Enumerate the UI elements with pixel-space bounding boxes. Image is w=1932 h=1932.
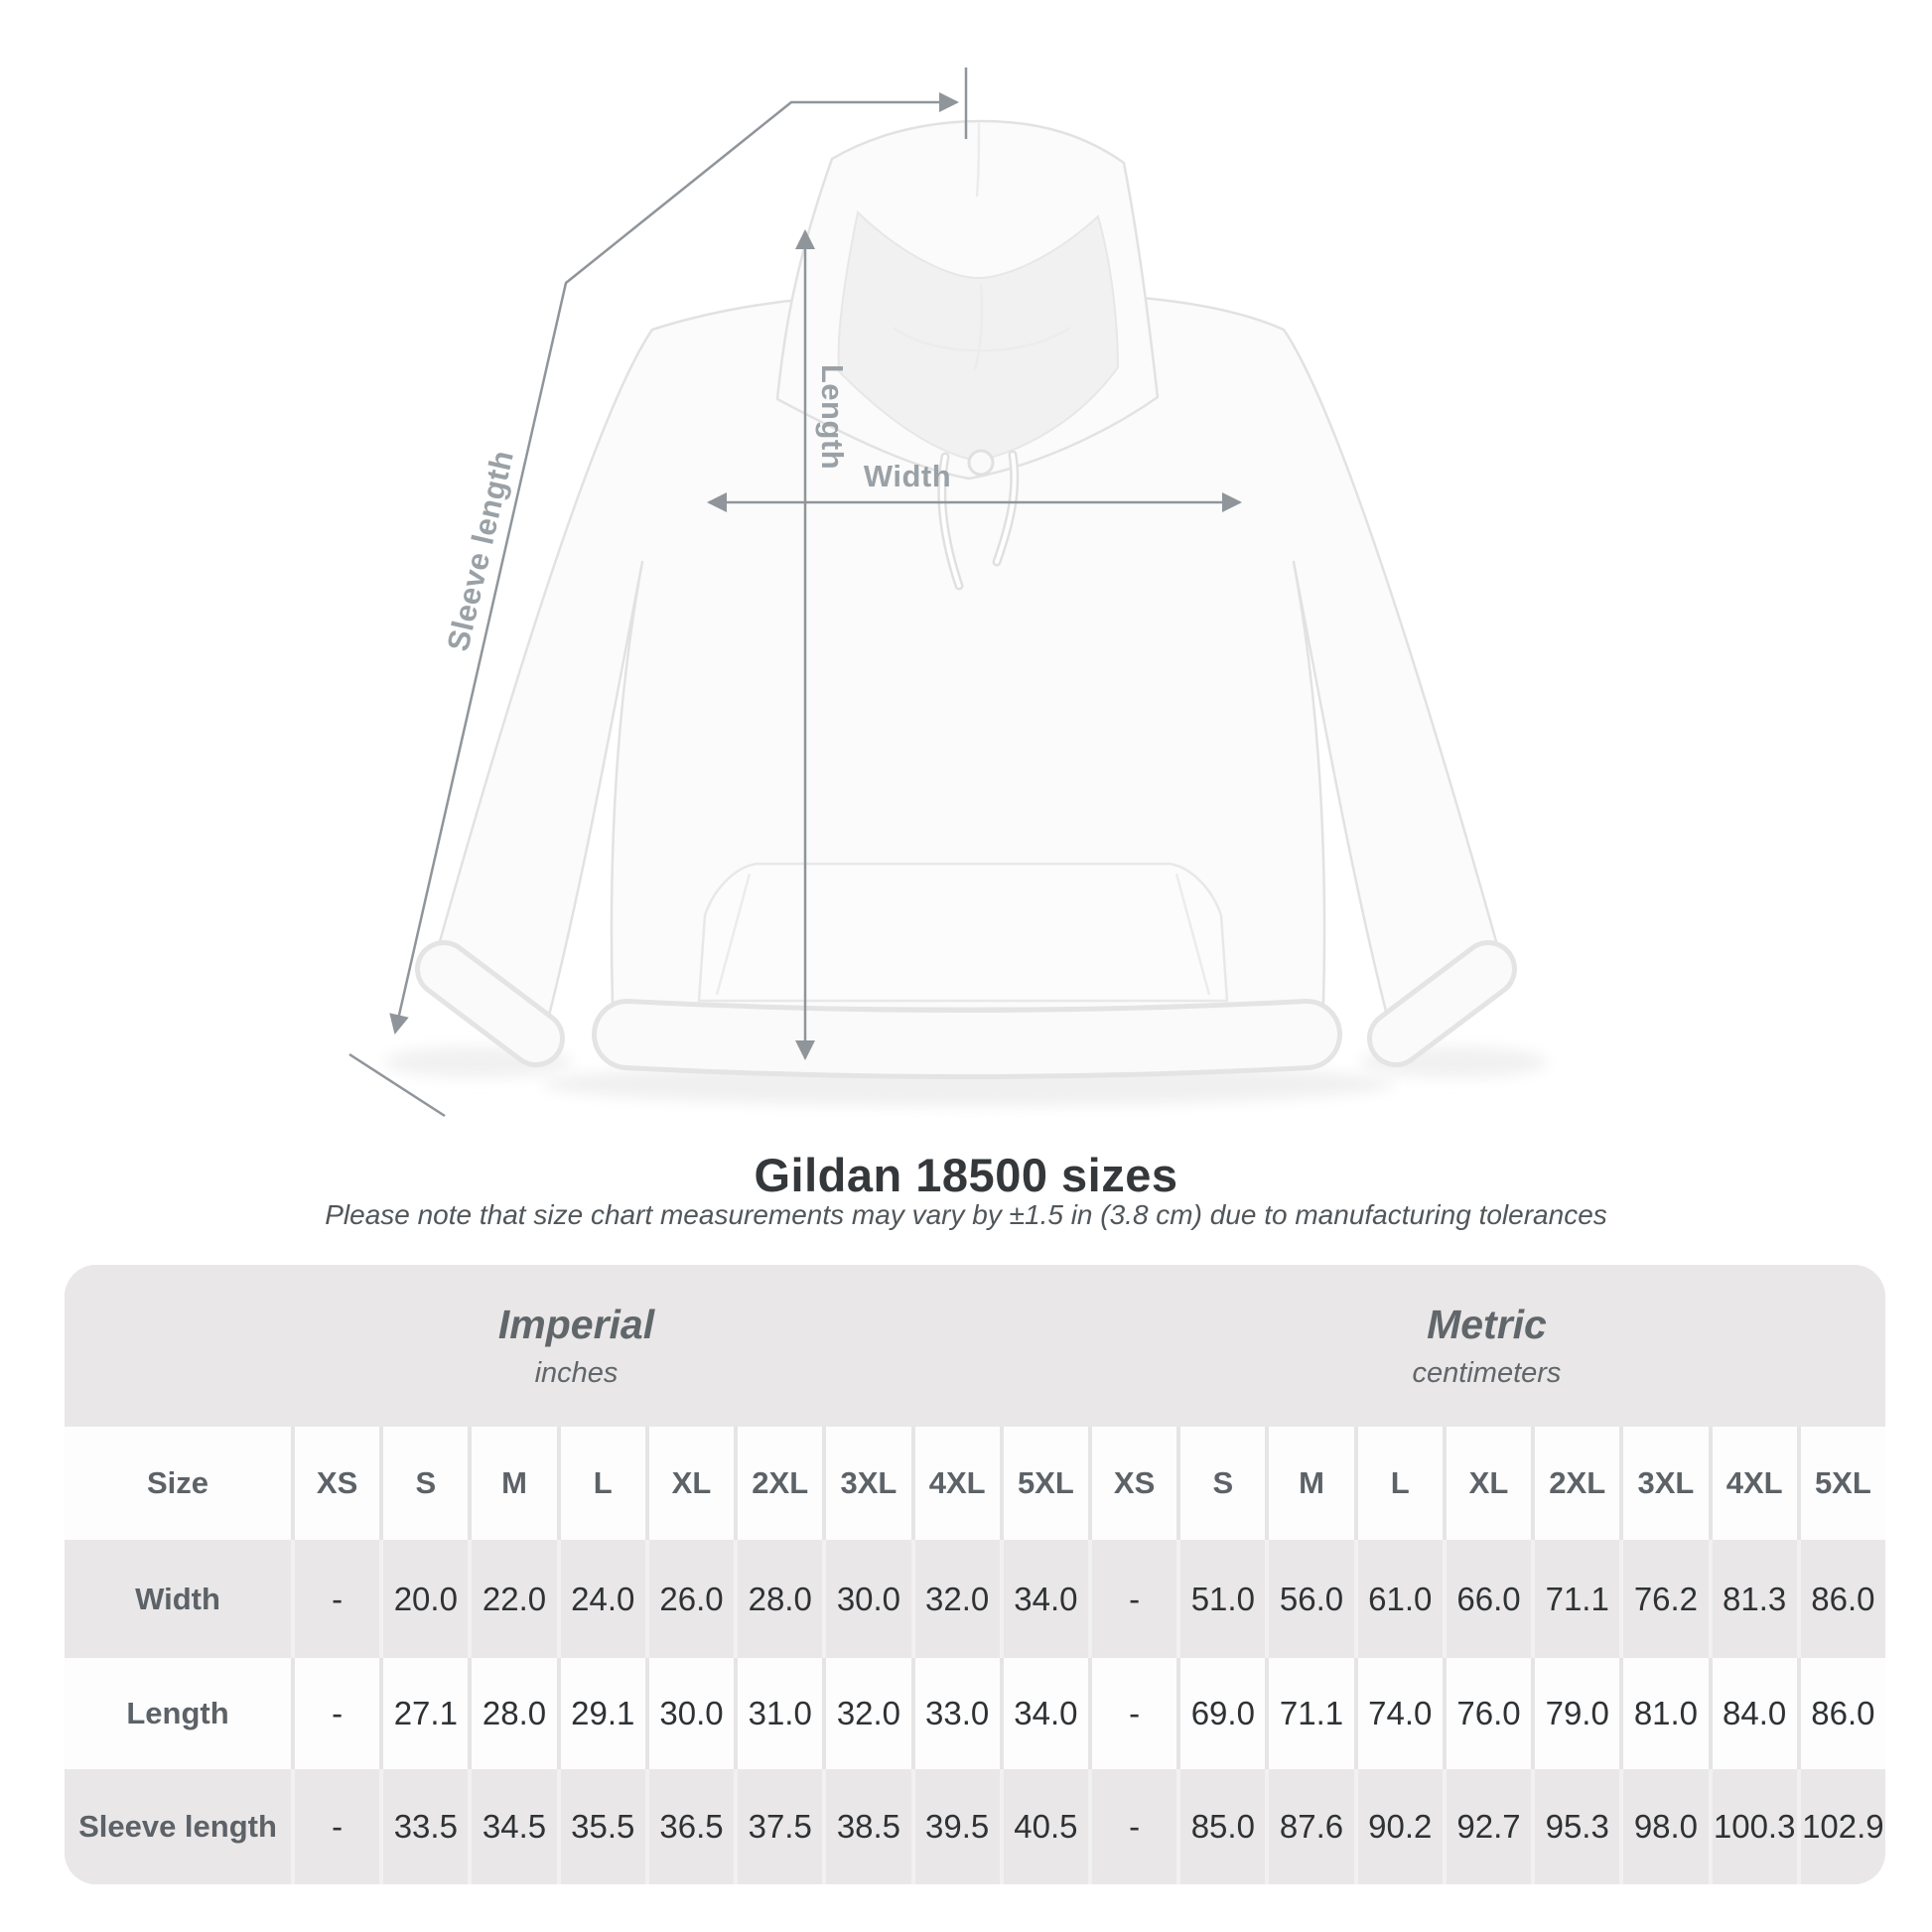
row-label-width: Width bbox=[65, 1540, 291, 1658]
sleeve-metric-m: 87.6 bbox=[1265, 1769, 1353, 1884]
width-imperial-2xl: 28.0 bbox=[734, 1540, 822, 1658]
row-label-sleeve-length: Sleeve length bbox=[65, 1769, 291, 1884]
sleeve-imperial-xs: - bbox=[291, 1769, 379, 1884]
width-dimension-label: Width bbox=[863, 459, 952, 493]
length-metric-s: 69.0 bbox=[1176, 1658, 1265, 1769]
col-header-metric-s: S bbox=[1176, 1427, 1265, 1540]
length-metric-l: 74.0 bbox=[1354, 1658, 1443, 1769]
sleeve-imperial-l: 35.5 bbox=[557, 1769, 645, 1884]
sleeve-imperial-2xl: 37.5 bbox=[734, 1769, 822, 1884]
width-imperial-3xl: 30.0 bbox=[822, 1540, 910, 1658]
col-header-imperial-s: S bbox=[379, 1427, 468, 1540]
width-imperial-xs: - bbox=[291, 1540, 379, 1658]
page-subtitle: Please note that size chart measurements may vary by ±1.5 in (3.8 cm) due to manufacturing tolerances bbox=[325, 1199, 1607, 1230]
col-header-imperial-3xl: 3XL bbox=[822, 1427, 910, 1540]
length-imperial-s: 27.1 bbox=[379, 1658, 468, 1769]
sleeve-metric-xl: 92.7 bbox=[1443, 1769, 1531, 1884]
width-imperial-m: 22.0 bbox=[468, 1540, 556, 1658]
length-imperial-3xl: 32.0 bbox=[822, 1658, 910, 1769]
sleeve-metric-3xl: 98.0 bbox=[1619, 1769, 1708, 1884]
col-header-metric-m: M bbox=[1265, 1427, 1353, 1540]
sleeve-length-dimension-label: Sleeve length bbox=[440, 447, 521, 655]
sleeve-imperial-4xl: 39.5 bbox=[911, 1769, 1000, 1884]
width-metric-s: 51.0 bbox=[1176, 1540, 1265, 1658]
sleeve-imperial-5xl: 40.5 bbox=[1000, 1769, 1088, 1884]
col-header-metric-2xl: 2XL bbox=[1531, 1427, 1619, 1540]
col-header-imperial-xl: XL bbox=[645, 1427, 734, 1540]
length-metric-5xl: 86.0 bbox=[1797, 1658, 1885, 1769]
length-imperial-xs: - bbox=[291, 1658, 379, 1769]
length-imperial-5xl: 34.0 bbox=[1000, 1658, 1088, 1769]
col-header-size: Size bbox=[65, 1427, 291, 1540]
col-header-imperial-4xl: 4XL bbox=[911, 1427, 1000, 1540]
length-metric-4xl: 84.0 bbox=[1709, 1658, 1797, 1769]
sleeve-imperial-xl: 36.5 bbox=[645, 1769, 734, 1884]
length-imperial-m: 28.0 bbox=[468, 1658, 556, 1769]
col-header-imperial-5xl: 5XL bbox=[1000, 1427, 1088, 1540]
sleeve-imperial-3xl: 38.5 bbox=[822, 1769, 910, 1884]
col-header-metric-xl: XL bbox=[1443, 1427, 1531, 1540]
length-dimension-label: Length bbox=[815, 363, 850, 471]
imperial-label: Imperial bbox=[497, 1302, 655, 1347]
col-header-imperial-m: M bbox=[468, 1427, 556, 1540]
hoodie-pocket bbox=[699, 864, 1227, 1001]
col-header-imperial-l: L bbox=[557, 1427, 645, 1540]
row-label-length: Length bbox=[65, 1658, 291, 1769]
col-header-metric-xs: XS bbox=[1088, 1427, 1176, 1540]
sleeve-metric-s: 85.0 bbox=[1176, 1769, 1265, 1884]
width-metric-xl: 66.0 bbox=[1443, 1540, 1531, 1658]
size-table bbox=[65, 1265, 1885, 1884]
width-metric-xs: - bbox=[1088, 1540, 1176, 1658]
col-header-imperial-xs: XS bbox=[291, 1427, 379, 1540]
length-metric-2xl: 79.0 bbox=[1531, 1658, 1619, 1769]
width-imperial-xl: 26.0 bbox=[645, 1540, 734, 1658]
unit-group-imperial bbox=[65, 1265, 1088, 1427]
length-imperial-4xl: 33.0 bbox=[911, 1658, 1000, 1769]
length-metric-xl: 76.0 bbox=[1443, 1658, 1531, 1769]
sleeve-metric-5xl: 102.9 bbox=[1797, 1769, 1885, 1884]
width-metric-2xl: 71.1 bbox=[1531, 1540, 1619, 1658]
sleeve-metric-xs: - bbox=[1088, 1769, 1176, 1884]
length-metric-m: 71.1 bbox=[1265, 1658, 1353, 1769]
width-imperial-4xl: 32.0 bbox=[911, 1540, 1000, 1658]
length-imperial-l: 29.1 bbox=[557, 1658, 645, 1769]
metric-label: Metric bbox=[1427, 1302, 1547, 1347]
length-imperial-xl: 30.0 bbox=[645, 1658, 734, 1769]
width-metric-4xl: 81.3 bbox=[1709, 1540, 1797, 1658]
width-metric-m: 56.0 bbox=[1265, 1540, 1353, 1658]
imperial-unit-label: inches bbox=[534, 1357, 619, 1389]
unit-group-metric bbox=[1088, 1265, 1885, 1427]
hoodie-hem-band bbox=[627, 1035, 1307, 1043]
width-metric-l: 61.0 bbox=[1354, 1540, 1443, 1658]
sleeve-imperial-s: 33.5 bbox=[379, 1769, 468, 1884]
length-metric-xs: - bbox=[1088, 1658, 1176, 1769]
sleeve-metric-2xl: 95.3 bbox=[1531, 1769, 1619, 1884]
col-header-imperial-2xl: 2XL bbox=[734, 1427, 822, 1540]
sleeve-metric-l: 90.2 bbox=[1354, 1769, 1443, 1884]
length-metric-3xl: 81.0 bbox=[1619, 1658, 1708, 1769]
metric-unit-label: centimeters bbox=[1412, 1357, 1562, 1389]
width-imperial-5xl: 34.0 bbox=[1000, 1540, 1088, 1658]
width-metric-5xl: 86.0 bbox=[1797, 1540, 1885, 1658]
sleeve-metric-4xl: 100.3 bbox=[1709, 1769, 1797, 1884]
col-header-metric-5xl: 5XL bbox=[1797, 1427, 1885, 1540]
width-imperial-l: 24.0 bbox=[557, 1540, 645, 1658]
col-header-metric-4xl: 4XL bbox=[1709, 1427, 1797, 1540]
page-title: Gildan 18500 sizes bbox=[754, 1149, 1178, 1201]
length-imperial-2xl: 31.0 bbox=[734, 1658, 822, 1769]
sleeve-imperial-m: 34.5 bbox=[468, 1769, 556, 1884]
width-imperial-s: 20.0 bbox=[379, 1540, 468, 1658]
col-header-metric-l: L bbox=[1354, 1427, 1443, 1540]
width-metric-3xl: 76.2 bbox=[1619, 1540, 1708, 1658]
col-header-metric-3xl: 3XL bbox=[1619, 1427, 1708, 1540]
